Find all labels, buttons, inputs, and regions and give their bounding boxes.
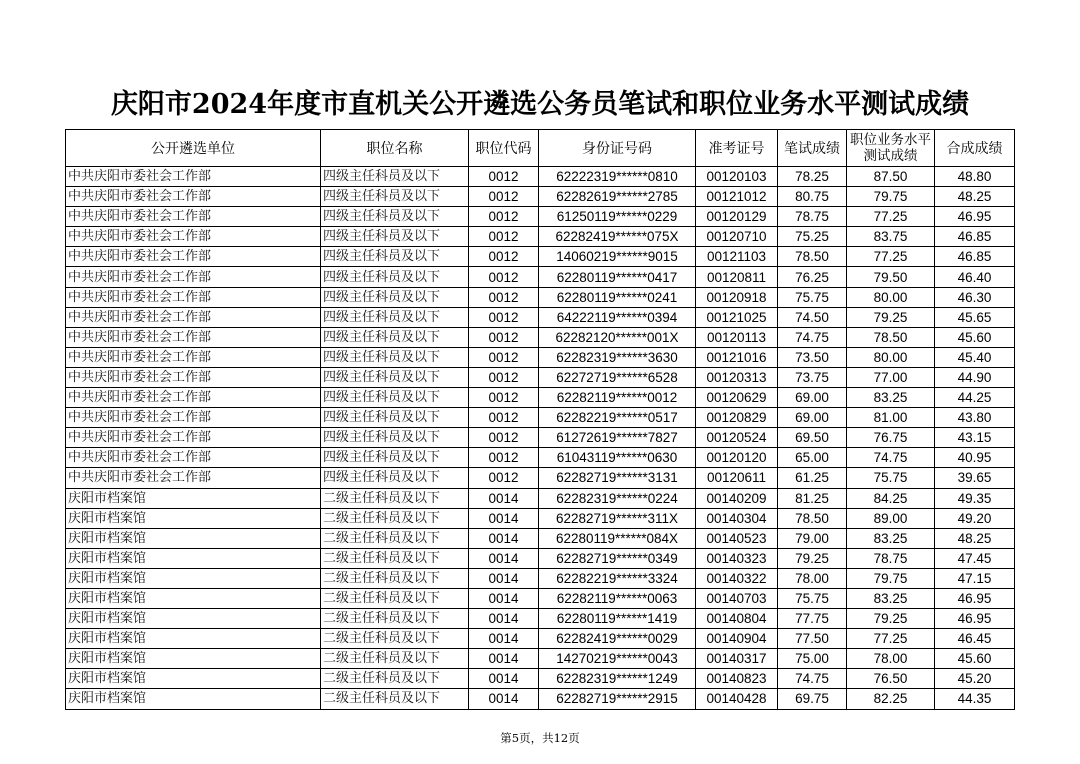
cell-written-score: 74.75	[778, 327, 847, 347]
cell-position-name: 四级主任科员及以下	[321, 187, 469, 207]
cell-unit: 中共庆阳市委社会工作部	[66, 247, 321, 267]
cell-written-score: 73.75	[778, 367, 847, 387]
cell-position-name: 四级主任科员及以下	[321, 367, 469, 387]
cell-exam-number: 00140823	[696, 669, 778, 689]
cell-written-score: 69.00	[778, 388, 847, 408]
cell-business-score: 79.75	[847, 568, 935, 588]
cell-unit: 庆阳市档案馆	[66, 568, 321, 588]
cell-total-score: 46.40	[935, 267, 1015, 287]
cell-exam-number: 00140703	[696, 588, 778, 608]
cell-position-code: 0012	[469, 428, 539, 448]
cell-business-score: 81.00	[847, 408, 935, 428]
cell-id-number: 62282219******0517	[539, 408, 696, 428]
header-written-score: 笔试成绩	[778, 130, 847, 167]
cell-position-code: 0012	[469, 347, 539, 367]
cell-unit: 庆阳市档案馆	[66, 649, 321, 669]
cell-total-score: 43.15	[935, 428, 1015, 448]
cell-id-number: 14060219******9015	[539, 247, 696, 267]
cell-position-name: 二级主任科员及以下	[321, 508, 469, 528]
table-row	[66, 347, 1015, 367]
header-business-score: 职位业务水平测试成绩	[847, 130, 935, 167]
cell-exam-number: 00120103	[696, 167, 778, 187]
cell-exam-number: 00120113	[696, 327, 778, 347]
cell-total-score: 47.45	[935, 548, 1015, 568]
cell-id-number: 62282319******3630	[539, 347, 696, 367]
cell-exam-number: 00140428	[696, 689, 778, 709]
cell-written-score: 75.75	[778, 287, 847, 307]
cell-exam-number: 00120829	[696, 408, 778, 428]
cell-business-score: 78.00	[847, 649, 935, 669]
cell-position-code: 0014	[469, 609, 539, 629]
cell-total-score: 46.85	[935, 247, 1015, 267]
cell-exam-number: 00140209	[696, 488, 778, 508]
cell-position-code: 0014	[469, 528, 539, 548]
cell-exam-number: 00120611	[696, 468, 778, 488]
table-row	[66, 629, 1015, 649]
cell-position-name: 四级主任科员及以下	[321, 227, 469, 247]
cell-position-code: 0012	[469, 167, 539, 187]
cell-id-number: 62280119******1419	[539, 609, 696, 629]
cell-written-score: 81.25	[778, 488, 847, 508]
cell-position-code: 0014	[469, 568, 539, 588]
table-row	[66, 568, 1015, 588]
cell-position-code: 0014	[469, 689, 539, 709]
page-title: 庆阳市2024年度市直机关公开遴选公务员笔试和职位业务水平测试成绩	[110, 89, 970, 120]
table-row	[66, 669, 1015, 689]
table-row	[66, 367, 1015, 387]
table-row	[66, 689, 1015, 709]
cell-written-score: 74.50	[778, 307, 847, 327]
cell-exam-number: 00140323	[696, 548, 778, 568]
cell-business-score: 79.75	[847, 187, 935, 207]
table-row	[66, 528, 1015, 548]
cell-position-name: 二级主任科员及以下	[321, 588, 469, 608]
cell-position-name: 四级主任科员及以下	[321, 468, 469, 488]
cell-unit: 中共庆阳市委社会工作部	[66, 307, 321, 327]
header-total-score: 合成成绩	[935, 130, 1015, 167]
table-row	[66, 609, 1015, 629]
cell-total-score: 47.15	[935, 568, 1015, 588]
cell-position-code: 0014	[469, 669, 539, 689]
cell-position-name: 四级主任科员及以下	[321, 448, 469, 468]
cell-unit: 中共庆阳市委社会工作部	[66, 267, 321, 287]
cell-written-score: 61.25	[778, 468, 847, 488]
cell-business-score: 79.25	[847, 307, 935, 327]
cell-business-score: 84.25	[847, 488, 935, 508]
cell-business-score: 82.25	[847, 689, 935, 709]
cell-position-name: 二级主任科员及以下	[321, 568, 469, 588]
cell-total-score: 45.60	[935, 649, 1015, 669]
cell-total-score: 48.80	[935, 167, 1015, 187]
cell-id-number: 62282219******3324	[539, 568, 696, 588]
cell-position-code: 0012	[469, 187, 539, 207]
cell-total-score: 46.85	[935, 227, 1015, 247]
cell-exam-number: 00140322	[696, 568, 778, 588]
cell-id-number: 62282719******2915	[539, 689, 696, 709]
cell-id-number: 62282719******0349	[539, 548, 696, 568]
cell-business-score: 79.50	[847, 267, 935, 287]
cell-total-score: 49.20	[935, 508, 1015, 528]
cell-position-code: 0012	[469, 388, 539, 408]
cell-written-score: 78.25	[778, 167, 847, 187]
cell-total-score: 46.95	[935, 588, 1015, 608]
cell-written-score: 69.50	[778, 428, 847, 448]
cell-unit: 中共庆阳市委社会工作部	[66, 428, 321, 448]
table-header-row	[66, 130, 1015, 167]
cell-written-score: 77.75	[778, 609, 847, 629]
cell-business-score: 76.75	[847, 428, 935, 448]
cell-id-number: 62280119******084X	[539, 528, 696, 548]
cell-unit: 中共庆阳市委社会工作部	[66, 448, 321, 468]
cell-id-number: 62280119******0417	[539, 267, 696, 287]
table-row	[66, 307, 1015, 327]
cell-id-number: 62282719******3131	[539, 468, 696, 488]
cell-exam-number: 00120120	[696, 448, 778, 468]
cell-business-score: 80.00	[847, 347, 935, 367]
cell-business-score: 77.25	[847, 247, 935, 267]
cell-position-code: 0012	[469, 247, 539, 267]
cell-total-score: 46.45	[935, 629, 1015, 649]
table-row	[66, 267, 1015, 287]
table-row	[66, 548, 1015, 568]
cell-business-score: 83.75	[847, 227, 935, 247]
cell-business-score: 78.75	[847, 548, 935, 568]
cell-id-number: 62282319******0224	[539, 488, 696, 508]
cell-id-number: 14270219******0043	[539, 649, 696, 669]
cell-id-number: 61272619******7827	[539, 428, 696, 448]
cell-position-code: 0012	[469, 207, 539, 227]
cell-position-code: 0014	[469, 488, 539, 508]
cell-id-number: 61250119******0229	[539, 207, 696, 227]
cell-business-score: 83.25	[847, 588, 935, 608]
table-row	[66, 428, 1015, 448]
cell-position-name: 四级主任科员及以下	[321, 207, 469, 227]
cell-written-score: 73.50	[778, 347, 847, 367]
cell-unit: 庆阳市档案馆	[66, 488, 321, 508]
cell-id-number: 62282619******2785	[539, 187, 696, 207]
cell-business-score: 79.25	[847, 609, 935, 629]
cell-business-score: 89.00	[847, 508, 935, 528]
cell-position-name: 二级主任科员及以下	[321, 609, 469, 629]
cell-business-score: 77.25	[847, 207, 935, 227]
cell-exam-number: 00120629	[696, 388, 778, 408]
table-row	[66, 388, 1015, 408]
cell-id-number: 64222119******0394	[539, 307, 696, 327]
cell-business-score: 87.50	[847, 167, 935, 187]
cell-position-name: 二级主任科员及以下	[321, 629, 469, 649]
cell-position-name: 二级主任科员及以下	[321, 548, 469, 568]
table-row	[66, 207, 1015, 227]
table-row	[66, 649, 1015, 669]
cell-unit: 中共庆阳市委社会工作部	[66, 227, 321, 247]
cell-exam-number: 00140804	[696, 609, 778, 629]
cell-business-score: 77.25	[847, 629, 935, 649]
cell-position-code: 0014	[469, 508, 539, 528]
cell-business-score: 75.75	[847, 468, 935, 488]
cell-written-score: 75.25	[778, 227, 847, 247]
cell-written-score: 78.50	[778, 247, 847, 267]
table-row	[66, 508, 1015, 528]
cell-position-name: 二级主任科员及以下	[321, 528, 469, 548]
cell-id-number: 62282119******0012	[539, 388, 696, 408]
cell-total-score: 39.65	[935, 468, 1015, 488]
cell-position-code: 0014	[469, 649, 539, 669]
cell-total-score: 45.65	[935, 307, 1015, 327]
cell-business-score: 78.50	[847, 327, 935, 347]
cell-exam-number: 00121103	[696, 247, 778, 267]
cell-exam-number: 00140523	[696, 528, 778, 548]
cell-unit: 中共庆阳市委社会工作部	[66, 388, 321, 408]
cell-exam-number: 00140304	[696, 508, 778, 528]
cell-unit: 中共庆阳市委社会工作部	[66, 367, 321, 387]
cell-business-score: 80.00	[847, 287, 935, 307]
cell-id-number: 62282319******1249	[539, 669, 696, 689]
cell-total-score: 43.80	[935, 408, 1015, 428]
cell-written-score: 77.50	[778, 629, 847, 649]
cell-written-score: 79.00	[778, 528, 847, 548]
cell-unit: 中共庆阳市委社会工作部	[66, 408, 321, 428]
cell-position-name: 四级主任科员及以下	[321, 347, 469, 367]
cell-total-score: 48.25	[935, 187, 1015, 207]
cell-position-code: 0014	[469, 629, 539, 649]
cell-total-score: 46.95	[935, 207, 1015, 227]
cell-written-score: 80.75	[778, 187, 847, 207]
cell-unit: 中共庆阳市委社会工作部	[66, 347, 321, 367]
cell-total-score: 44.90	[935, 367, 1015, 387]
cell-total-score: 45.60	[935, 327, 1015, 347]
cell-unit: 中共庆阳市委社会工作部	[66, 167, 321, 187]
cell-total-score: 45.40	[935, 347, 1015, 367]
cell-exam-number: 00121025	[696, 307, 778, 327]
cell-position-name: 四级主任科员及以下	[321, 247, 469, 267]
cell-written-score: 78.75	[778, 207, 847, 227]
cell-exam-number: 00120710	[696, 227, 778, 247]
cell-total-score: 44.25	[935, 388, 1015, 408]
cell-position-code: 0014	[469, 588, 539, 608]
cell-position-code: 0012	[469, 227, 539, 247]
header-id-number: 身份证号码	[539, 130, 696, 167]
cell-exam-number: 00120918	[696, 287, 778, 307]
cell-business-score: 74.75	[847, 448, 935, 468]
cell-position-code: 0012	[469, 307, 539, 327]
cell-id-number: 62222319******0810	[539, 167, 696, 187]
cell-unit: 庆阳市档案馆	[66, 548, 321, 568]
cell-unit: 中共庆阳市委社会工作部	[66, 327, 321, 347]
cell-unit: 庆阳市档案馆	[66, 528, 321, 548]
cell-position-name: 四级主任科员及以下	[321, 408, 469, 428]
cell-position-code: 0012	[469, 267, 539, 287]
cell-exam-number: 00120313	[696, 367, 778, 387]
cell-position-name: 二级主任科员及以下	[321, 689, 469, 709]
cell-position-code: 0012	[469, 448, 539, 468]
cell-unit: 庆阳市档案馆	[66, 588, 321, 608]
table-row	[66, 227, 1015, 247]
cell-id-number: 62282419******075X	[539, 227, 696, 247]
cell-written-score: 76.25	[778, 267, 847, 287]
table-row	[66, 488, 1015, 508]
cell-id-number: 62282419******0029	[539, 629, 696, 649]
cell-business-score: 83.25	[847, 528, 935, 548]
cell-exam-number: 00121012	[696, 187, 778, 207]
cell-exam-number: 00120129	[696, 207, 778, 227]
cell-position-code: 0012	[469, 327, 539, 347]
cell-position-name: 四级主任科员及以下	[321, 267, 469, 287]
cell-position-name: 二级主任科员及以下	[321, 488, 469, 508]
cell-written-score: 75.75	[778, 588, 847, 608]
cell-total-score: 40.95	[935, 448, 1015, 468]
table-row	[66, 167, 1015, 187]
cell-id-number: 62282119******0063	[539, 588, 696, 608]
cell-unit: 庆阳市档案馆	[66, 609, 321, 629]
cell-written-score: 74.75	[778, 669, 847, 689]
cell-position-name: 四级主任科员及以下	[321, 327, 469, 347]
table-row	[66, 408, 1015, 428]
cell-written-score: 65.00	[778, 448, 847, 468]
cell-exam-number: 00140904	[696, 629, 778, 649]
table-row	[66, 287, 1015, 307]
cell-exam-number: 00140317	[696, 649, 778, 669]
cell-unit: 庆阳市档案馆	[66, 629, 321, 649]
cell-written-score: 78.00	[778, 568, 847, 588]
cell-position-name: 二级主任科员及以下	[321, 669, 469, 689]
cell-total-score: 45.20	[935, 669, 1015, 689]
cell-id-number: 62282120******001X	[539, 327, 696, 347]
cell-written-score: 78.50	[778, 508, 847, 528]
cell-written-score: 79.25	[778, 548, 847, 568]
cell-position-name: 四级主任科员及以下	[321, 307, 469, 327]
table-row	[66, 247, 1015, 267]
cell-exam-number: 00120811	[696, 267, 778, 287]
cell-unit: 中共庆阳市委社会工作部	[66, 187, 321, 207]
cell-id-number: 62282719******311X	[539, 508, 696, 528]
cell-position-name: 四级主任科员及以下	[321, 388, 469, 408]
table-row	[66, 187, 1015, 207]
cell-position-code: 0012	[469, 408, 539, 428]
cell-position-code: 0012	[469, 287, 539, 307]
cell-exam-number: 00120524	[696, 428, 778, 448]
cell-unit: 中共庆阳市委社会工作部	[66, 468, 321, 488]
cell-total-score: 44.35	[935, 689, 1015, 709]
cell-total-score: 46.30	[935, 287, 1015, 307]
cell-position-name: 四级主任科员及以下	[321, 287, 469, 307]
cell-unit: 中共庆阳市委社会工作部	[66, 287, 321, 307]
cell-position-code: 0012	[469, 468, 539, 488]
cell-position-name: 四级主任科员及以下	[321, 167, 469, 187]
header-position-name: 职位名称	[321, 130, 469, 167]
header-position-code: 职位代码	[469, 130, 539, 167]
cell-position-code: 0014	[469, 548, 539, 568]
page-footer: 第5页，共12页	[500, 731, 580, 745]
cell-position-code: 0012	[469, 367, 539, 387]
cell-business-score: 83.25	[847, 388, 935, 408]
scores-table	[65, 129, 1015, 710]
cell-unit: 中共庆阳市委社会工作部	[66, 207, 321, 227]
cell-exam-number: 00121016	[696, 347, 778, 367]
table-row	[66, 448, 1015, 468]
cell-written-score: 75.00	[778, 649, 847, 669]
header-exam-number: 准考证号	[696, 130, 778, 167]
table-row	[66, 588, 1015, 608]
cell-position-name: 二级主任科员及以下	[321, 649, 469, 669]
cell-written-score: 69.00	[778, 408, 847, 428]
cell-id-number: 62280119******0241	[539, 287, 696, 307]
table-row	[66, 468, 1015, 488]
cell-total-score: 46.95	[935, 609, 1015, 629]
cell-id-number: 62272719******6528	[539, 367, 696, 387]
table-row	[66, 327, 1015, 347]
cell-unit: 庆阳市档案馆	[66, 669, 321, 689]
cell-total-score: 48.25	[935, 528, 1015, 548]
cell-business-score: 76.50	[847, 669, 935, 689]
cell-business-score: 77.00	[847, 367, 935, 387]
header-unit: 公开遴选单位	[66, 130, 321, 167]
cell-id-number: 61043119******0630	[539, 448, 696, 468]
cell-unit: 庆阳市档案馆	[66, 689, 321, 709]
cell-written-score: 69.75	[778, 689, 847, 709]
cell-total-score: 49.35	[935, 488, 1015, 508]
cell-unit: 庆阳市档案馆	[66, 508, 321, 528]
cell-position-name: 四级主任科员及以下	[321, 428, 469, 448]
